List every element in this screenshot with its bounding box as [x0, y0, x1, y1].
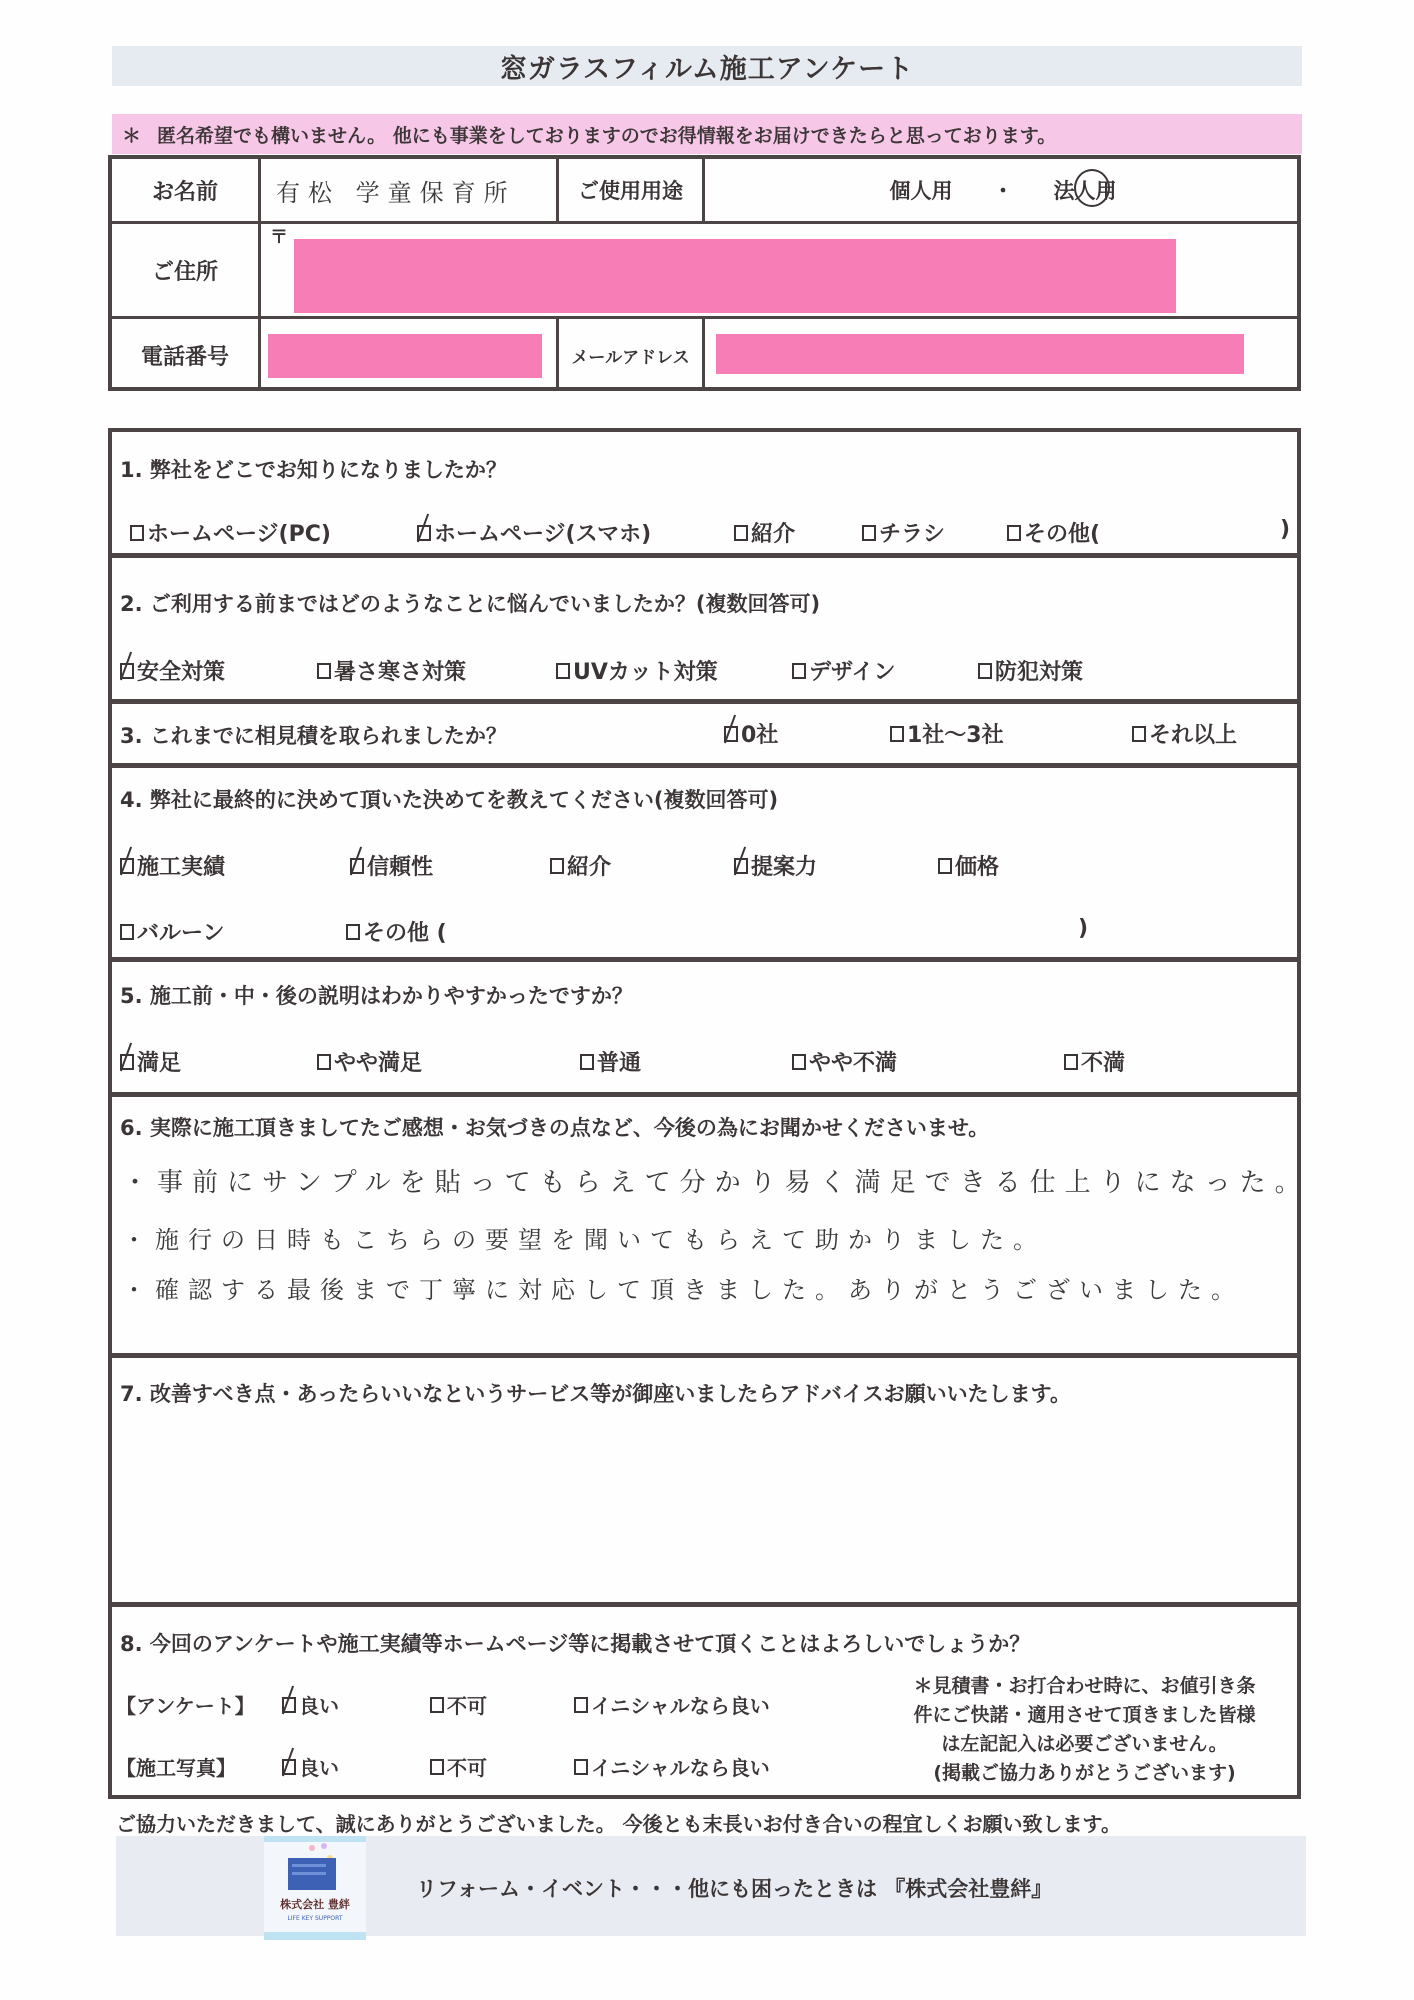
checkbox-icon: [1007, 525, 1021, 541]
usage-option-corporate-label: 法人用: [1053, 179, 1117, 203]
section-divider: [112, 1602, 1297, 1607]
option-label: イニシャルなら良い: [591, 1756, 770, 1780]
q8-row-label-photo: 【施工写真】: [116, 1756, 236, 1780]
q5-option-somewhat-satisfied[interactable]: [317, 1046, 422, 1077]
q6-comment-line[interactable]: ・確認する最後まで丁寧に対応して頂きました。ありがとうございました。: [122, 1276, 1244, 1304]
name-label: お名前: [151, 179, 218, 205]
option-label: 1社～3社: [907, 723, 1004, 748]
option-label: ホームページ(PC): [147, 522, 331, 547]
q7-title: 7. 改善すべき点・あったらいいなというサービス等が御座いましたらアドバイスお願いいたします。: [120, 1382, 1071, 1406]
company-logo: [264, 1836, 366, 1940]
option-label: 0社: [741, 723, 779, 748]
option-label: 安全対策: [137, 660, 226, 685]
checkbox-icon: [556, 663, 570, 679]
option-label: 紹介: [567, 855, 612, 880]
selected-circle-mark: [1074, 169, 1110, 207]
option-label: デザイン: [809, 660, 896, 685]
company-logo-icon: [264, 1836, 366, 1940]
checkbox-icon: [130, 525, 144, 541]
svg-text:LIFE KEY SUPPORT: LIFE KEY SUPPORT: [287, 1915, 343, 1922]
option-label: 信頼性: [367, 855, 434, 880]
option-label: その他(: [1024, 522, 1101, 547]
q8-survey-option-initials[interactable]: [574, 1690, 770, 1719]
section-divider: [112, 1092, 1297, 1097]
q8-discount-note: [872, 1672, 1297, 1788]
q1-title: 1. 弊社をどこでお知りになりましたか？: [120, 458, 507, 482]
q4-option-referral[interactable]: [550, 850, 611, 881]
checkbox-icon: [792, 663, 806, 679]
address-field-redacted[interactable]: [294, 239, 1176, 313]
q1-option-referral[interactable]: [734, 517, 795, 548]
q6-comment-line[interactable]: ・施行の日時もこちらの要望を聞いてもらえて助かりました。: [122, 1226, 1046, 1254]
q8-row-label-survey: 【アンケート】: [116, 1694, 255, 1718]
q8-title: 8. 今回のアンケートや施工実績等ホームページ等に掲載させて頂くことはよろしいでしょうか？: [120, 1632, 1031, 1656]
checkbox-checked-icon: [282, 1697, 296, 1713]
q4-other-close: ): [1078, 916, 1089, 941]
q2-option-safety[interactable]: [120, 655, 225, 686]
checkbox-icon: [430, 1697, 444, 1713]
option-label: 暑さ寒さ対策: [334, 660, 467, 685]
q4-option-reliability[interactable]: [350, 850, 433, 881]
option-label: 紹介: [751, 522, 796, 547]
q1-option-homepage-pc[interactable]: [130, 517, 331, 548]
q3-option-1to3[interactable]: [890, 718, 1004, 749]
note-line: は左記記入は必要ございません。: [941, 1733, 1228, 1755]
checkbox-icon: [580, 1054, 594, 1070]
note-line: ＊見積書・お打合わせ時に、お値引き条: [913, 1675, 1256, 1697]
checkbox-icon: [978, 663, 992, 679]
q1-option-flyer[interactable]: [862, 517, 945, 548]
checkbox-icon: [792, 1054, 806, 1070]
q5-option-satisfied[interactable]: [120, 1046, 181, 1077]
checkbox-checked-icon: [724, 726, 738, 742]
checkbox-icon: [862, 525, 876, 541]
option-label: 価格: [955, 855, 1000, 880]
notice-text: 匿名希望でも構いません。 他にも事業をしておりますのでお得情報をお届けできたらと思っております。: [157, 124, 1057, 147]
email-label: メールアドレス: [571, 347, 690, 368]
checkbox-checked-icon: [120, 858, 134, 874]
option-label: UVカット対策: [573, 660, 718, 685]
q4-option-balloon[interactable]: [120, 916, 225, 947]
q4-option-other[interactable]: [346, 916, 447, 947]
option-label: 良い: [299, 1756, 339, 1780]
footer-tagline: リフォーム・イベント・・・他にも困ったときは 『株式会社豊絆』: [416, 1877, 1053, 1901]
option-label: やや満足: [334, 1051, 423, 1076]
col-divider: [258, 159, 261, 387]
option-label: チラシ: [879, 522, 946, 547]
checkbox-icon: [430, 1759, 444, 1775]
q2-option-design[interactable]: [792, 655, 895, 686]
q2-option-security[interactable]: [978, 655, 1083, 686]
checkbox-icon: [120, 924, 134, 940]
survey-title: 窓ガラスフィルム施工アンケート: [112, 46, 1302, 86]
q7-answer-area[interactable]: [120, 1422, 1289, 1592]
q3-option-zero[interactable]: [724, 718, 778, 749]
q3-option-more[interactable]: [1132, 718, 1237, 749]
name-field[interactable]: 有松 学童保育所: [276, 178, 516, 207]
closing-message: ご協力いただきまして、誠にありがとうございました。 今後とも末長いお付き合いの程宜しくお願い致します。: [116, 1812, 1121, 1836]
q1-other-close: ): [1280, 517, 1291, 542]
checkbox-checked-icon: [120, 663, 134, 679]
option-label: イニシャルなら良い: [591, 1694, 770, 1718]
notice-banner: [112, 114, 1302, 154]
q6-title: 6. 実際に施工頂きましてたご感想・お気づきの点など、今後の為にお聞かせくださいませ。: [120, 1116, 990, 1140]
checkbox-icon: [734, 525, 748, 541]
checkbox-icon: [574, 1697, 588, 1713]
checkbox-checked-icon: [350, 858, 364, 874]
section-divider: [112, 699, 1297, 704]
note-line: (掲載ご協力ありがとうございます): [933, 1762, 1236, 1784]
option-label: 不可: [447, 1756, 487, 1780]
option-label: 提案力: [751, 855, 818, 880]
asterisk-icon: ＊: [122, 124, 142, 147]
checkbox-icon: [1064, 1054, 1078, 1070]
q4-option-track-record[interactable]: [120, 850, 225, 881]
svg-text:株式会社 豊絆: 株式会社 豊絆: [280, 1898, 350, 1911]
contact-info-table: [108, 155, 1301, 391]
checkbox-checked-icon: [734, 858, 748, 874]
q8-survey-option-ok[interactable]: [282, 1690, 339, 1719]
checkbox-icon: [317, 663, 331, 679]
q2-title: 2. ご利用する前まではどのようなことに悩んでいましたか？(複数回答可): [120, 592, 821, 616]
row-divider: [112, 221, 1297, 224]
section-divider: [112, 553, 1297, 558]
section-divider: [112, 1353, 1297, 1358]
checkbox-icon: [574, 1759, 588, 1775]
checkbox-icon: [317, 1054, 331, 1070]
q8-photo-option-initials[interactable]: [574, 1752, 770, 1781]
checkbox-icon: [550, 858, 564, 874]
option-label: 不満: [1081, 1051, 1126, 1076]
option-label: 防犯対策: [995, 660, 1084, 685]
phone-label: 電話番号: [140, 344, 229, 370]
option-label: やや不満: [809, 1051, 898, 1076]
checkbox-icon: [938, 858, 952, 874]
email-field-redacted[interactable]: [716, 334, 1244, 374]
checkbox-icon: [346, 924, 360, 940]
option-label: バルーン: [137, 921, 225, 946]
option-label: 良い: [299, 1694, 339, 1718]
q1-option-other[interactable]: [1007, 517, 1100, 548]
q5-option-neutral[interactable]: [580, 1046, 641, 1077]
section-divider: [112, 763, 1297, 768]
option-label: 不可: [447, 1694, 487, 1718]
col-divider: [702, 316, 705, 387]
usage-label: ご使用用途: [578, 179, 683, 203]
q8-photo-option-no[interactable]: [430, 1752, 487, 1781]
note-line: 件にご快諾・適用させて頂きました皆様: [913, 1704, 1256, 1726]
section-divider: [112, 957, 1297, 962]
q5-option-somewhat-dissatisfied[interactable]: [792, 1046, 897, 1077]
option-label: ホームページ(スマホ): [434, 522, 652, 547]
survey-questions: [108, 428, 1310, 1799]
option-label: それ以上: [1149, 723, 1238, 748]
option-label: 普通: [597, 1051, 642, 1076]
usage-option-personal[interactable]: 個人用: [889, 179, 953, 203]
usage-separator: ・: [992, 179, 1014, 203]
checkbox-checked-icon: [120, 1054, 134, 1070]
q4-option-proposal[interactable]: [734, 850, 817, 881]
q8-survey-option-no[interactable]: [430, 1690, 487, 1719]
address-label: ご住所: [151, 259, 218, 285]
q5-option-dissatisfied[interactable]: [1064, 1046, 1125, 1077]
q5-title: 5. 施工前・中・後の説明はわかりやすかったですか？: [120, 984, 633, 1008]
option-label: 満足: [137, 1051, 182, 1076]
q4-title: 4. 弊社に最終的に決めて頂いた決めてを教えてください(複数回答可): [120, 788, 779, 812]
q3-title: 3. これまでに相見積を取られましたか？: [120, 724, 507, 748]
checkbox-icon: [890, 726, 904, 742]
q2-option-uv-cut[interactable]: [556, 655, 718, 686]
q1-option-homepage-smartphone[interactable]: [417, 517, 651, 548]
q4-option-price[interactable]: [938, 850, 999, 881]
q8-photo-option-ok[interactable]: [282, 1752, 339, 1781]
q2-option-heat-cold[interactable]: [317, 655, 466, 686]
checkbox-checked-icon: [282, 1759, 296, 1775]
phone-field-redacted[interactable]: [268, 334, 542, 378]
option-label: その他 (: [363, 921, 447, 946]
q6-comment-line[interactable]: ・事前にサンプルを貼ってもらえて分かり易く満足できる仕上りになった。: [122, 1168, 1310, 1198]
footer-banner: [116, 1836, 1306, 1936]
usage-options: [705, 159, 1301, 221]
usage-option-corporate[interactable]: [1054, 175, 1117, 205]
postal-mark: 〒: [270, 227, 288, 248]
option-label: 施工実績: [137, 855, 226, 880]
checkbox-checked-icon: [417, 525, 431, 541]
checkbox-icon: [1132, 726, 1146, 742]
